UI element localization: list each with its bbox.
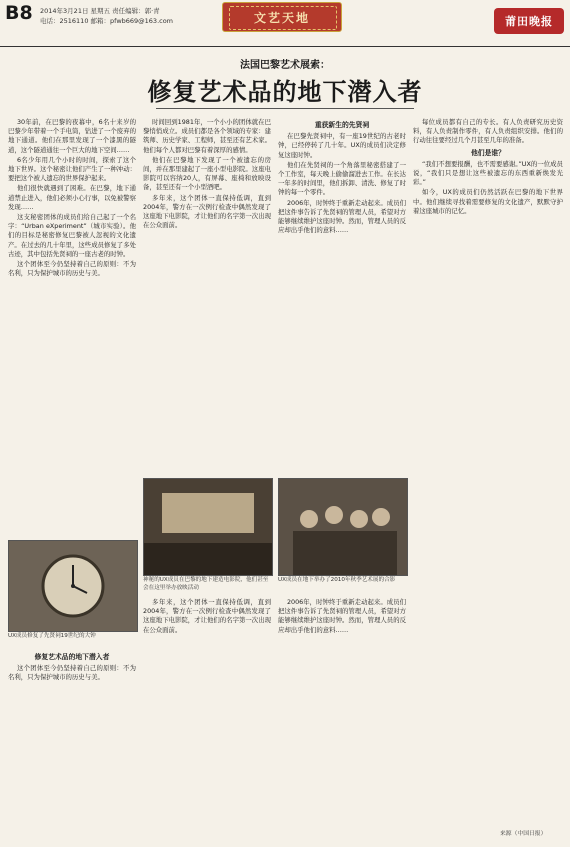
paragraph: 2006年，时钟终于重新走动起来。成员们把这件事告诉了先贤祠的管理人员，希望对方能够继续维护这座时钟。然而，管理人员的反应却出乎他们的意料…… <box>278 598 406 634</box>
section-subheading: 他们是谁？ <box>471 148 505 157</box>
paragraph: 这个团体至今仍坚持着自己的原则：不为名利，只为保护城市的历史与美。 <box>8 260 136 278</box>
article-column-1-lower <box>8 650 136 840</box>
paragraph: 2006年，时钟终于重新走动起来。成员们把这件事告诉了先贤祠的管理人员，希望对方能够继续维护这座时钟。然而，管理人员的反应却出乎他们的意料…… <box>278 198 406 235</box>
paragraph: 每位成员都有自己的专长。有人负责研究历史资料，有人负责制作零件，有人负责组织安排。他们的行动往往要经过几个月甚至几年的准备。 <box>413 118 563 145</box>
date-line: 2014年3月21日 星期五 责任编辑：郭·青 <box>40 7 160 15</box>
article-column-4 <box>413 118 563 818</box>
paragraph: 30年前，在巴黎的夜幕中，6名十来岁的巴黎少年带着一个手电筒，钻进了一个废弃的地下通道。他们在那里发现了一个漆黑的隧道，这个隧道通往一个巨大的地下空间…… <box>8 118 136 154</box>
paragraph: 他们在先贤祠的一个角落里秘密搭建了一个工作室，每天晚上偷偷溜进去工作。在长达一年多的时间里，他们拆卸、清洗、修复了时钟的每一个零件。 <box>278 160 406 197</box>
paragraph: 这支秘密团体的成员们给自己起了一个名字：“Urban eXperiment”（城市实验）。他们的目标是秘密修复巴黎被人忽视的文化遗产。在过去的几十年里，这些成员修复了多处古迹，其中包括先贤祠的一座古老的时钟。 <box>8 213 136 258</box>
paragraph: 多年来，这个团体一直保持低调，直到2004年，警方在一次例行检查中偶然发现了这座地下电影院，才让他们的名字第一次出现在公众面前。 <box>143 193 271 230</box>
newspaper-logo <box>494 8 564 34</box>
paragraph: 如今，UX的成员们仍然活跃在巴黎的地下世界中。他们继续寻找着需要修复的文化遗产，默默守护着这座城市的记忆。 <box>413 188 563 215</box>
clock-photo-image <box>9 541 137 631</box>
section-subheading: 重获新生的先贤祠 <box>314 121 370 129</box>
title-divider <box>156 108 414 109</box>
paragraph: 多年来，这个团体一直保持低调，直到2004年，警方在一次例行检查中偶然发现了这座地下电影院，才让他们的名字第一次出现在公众面前。 <box>143 598 271 634</box>
section-banner <box>222 2 342 32</box>
photo-caption: 神秘的UX成员在巴黎的地下建造电影院，他们甚至会在这里举办放映活动 <box>143 577 269 591</box>
clock-photo <box>8 540 138 632</box>
section-subheading: 修复艺术品的地下潜入者 <box>34 653 110 661</box>
paragraph: 6名少年用几个小时的时间，探索了这个地下世界。这个秘密让他们产生了一种冲动：要把这个被人遗忘的世界保护起来。 <box>8 155 136 183</box>
paragraph: 他们在巴黎地下发现了一个被遗忘的房间，并在那里建起了一座小型电影院。这座电影院可以容纳20人，有屏幕、座椅和放映设备，甚至还有一个小型酒吧。 <box>143 155 271 192</box>
contact-line: 电话：2516110 邮箱：pfwb669@163.com <box>40 17 174 25</box>
photo-caption: UX成员在地下举办了2010年秋季艺术展的合影 <box>278 577 396 583</box>
section-name: 文艺天地 <box>253 11 310 25</box>
page-number: B8 <box>5 2 33 24</box>
paragraph: 这个团体至今仍坚持着自己的原则：不为名利，只为保护城市的历史与美。 <box>8 664 136 682</box>
paragraph: “我们不想要报酬，也不需要感谢。”UX的一位成员说，“我们只是想让这些被遗忘的东西重新焕发光彩。” <box>413 159 563 187</box>
article-column-2 <box>143 118 271 468</box>
group-photo <box>278 478 408 576</box>
cinema-photo <box>143 478 273 576</box>
article-headline: 修复艺术品的地下潜入者 <box>147 78 423 106</box>
group-photo-image <box>279 479 407 575</box>
paragraph: 他们很快就遇到了困难。在巴黎，地下通道禁止进入，他们必须小心行事，以免被警察发现…… <box>8 184 136 211</box>
article-column-3 <box>278 118 406 468</box>
article-column-2-lower <box>143 598 271 838</box>
source-credit: 来源（中国日报） <box>500 831 547 837</box>
page-header <box>0 0 570 47</box>
cinema-photo-image <box>144 479 272 575</box>
article-column-3-lower <box>278 598 406 838</box>
article-kicker: 法国巴黎艺术展索： <box>240 60 330 71</box>
logo-text: 莆田晚报 <box>505 15 553 28</box>
paragraph: 时间回到1981年，一个小小的团体就在巴黎悄悄成立。成员们都是各个领域的专家：建筑师、历史学家、工程师，甚至还有艺术家。他们每个人都对巴黎有着深厚的感情。 <box>143 118 271 154</box>
paragraph: 在巴黎先贤祠中，有一座19世纪的古老时钟，已经停转了几十年。UX的成员们决定修复这座时钟。 <box>278 132 406 159</box>
photo-caption: UX成员修复了先贤祠19世纪的大钟 <box>8 633 96 639</box>
